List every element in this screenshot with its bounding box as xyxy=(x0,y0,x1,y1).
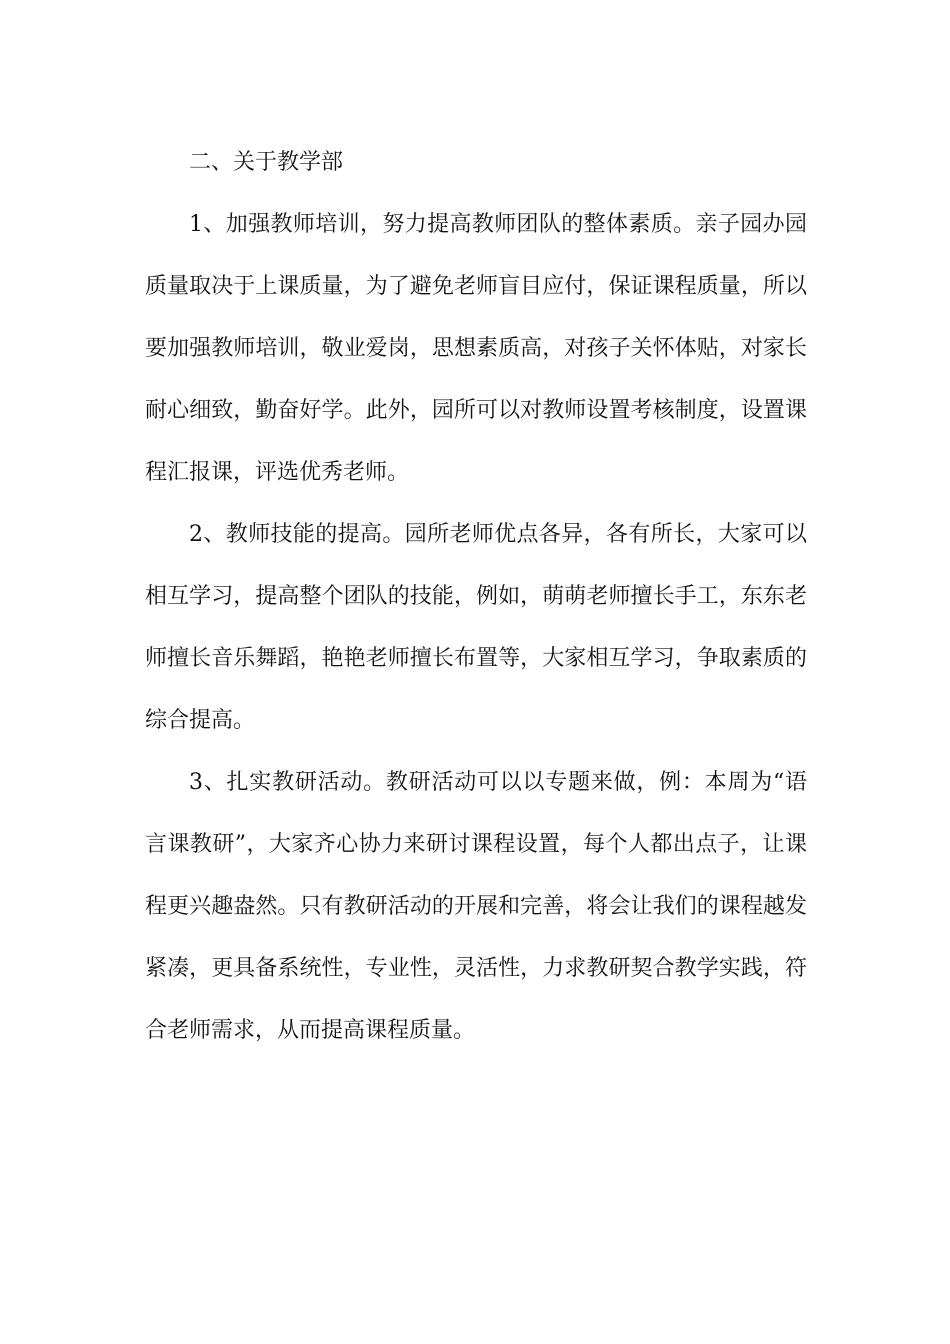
paragraph-teaching-research: 3、扎实教研活动。教研活动可以以专题来做，例：本周为“语言课教研”，大家齐心协力来研讨课程设置，每个人都出点子，让课程更兴趣盎然。只有教研活动的开展和完善，将会让我们的课程越发紧凑，更具备系统性，专业性，灵活性，力求教研契合教学实践，符合老师需求，从而提高课程质量。 xyxy=(145,770,807,1043)
paragraph-teacher-training: 1、加强教师培训，努力提高教师团队的整体素质。亲子园办园质量取决于上课质量，为了避免老师盲目应付，保证课程质量，所以要加强教师培训，敬业爱岗，思想素质高，对孩子关怀体贴，对家长耐心细致，勤奋好学。此外，园所可以对教师设置考核制度，设置课程汇报课，评选优秀老师。 xyxy=(145,212,807,485)
section-heading: 二、关于教学部 xyxy=(189,150,344,175)
paragraph-teacher-skills: 2、教师技能的提高。园所老师优点各异，各有所长，大家可以相互学习，提高整个团队的技能，例如，萌萌老师擅长手工，东东老师擅长音乐舞蹈，艳艳老师擅长布置等，大家相互学习，争取素质的综合提高。 xyxy=(145,522,807,733)
document-body xyxy=(145,132,807,1062)
